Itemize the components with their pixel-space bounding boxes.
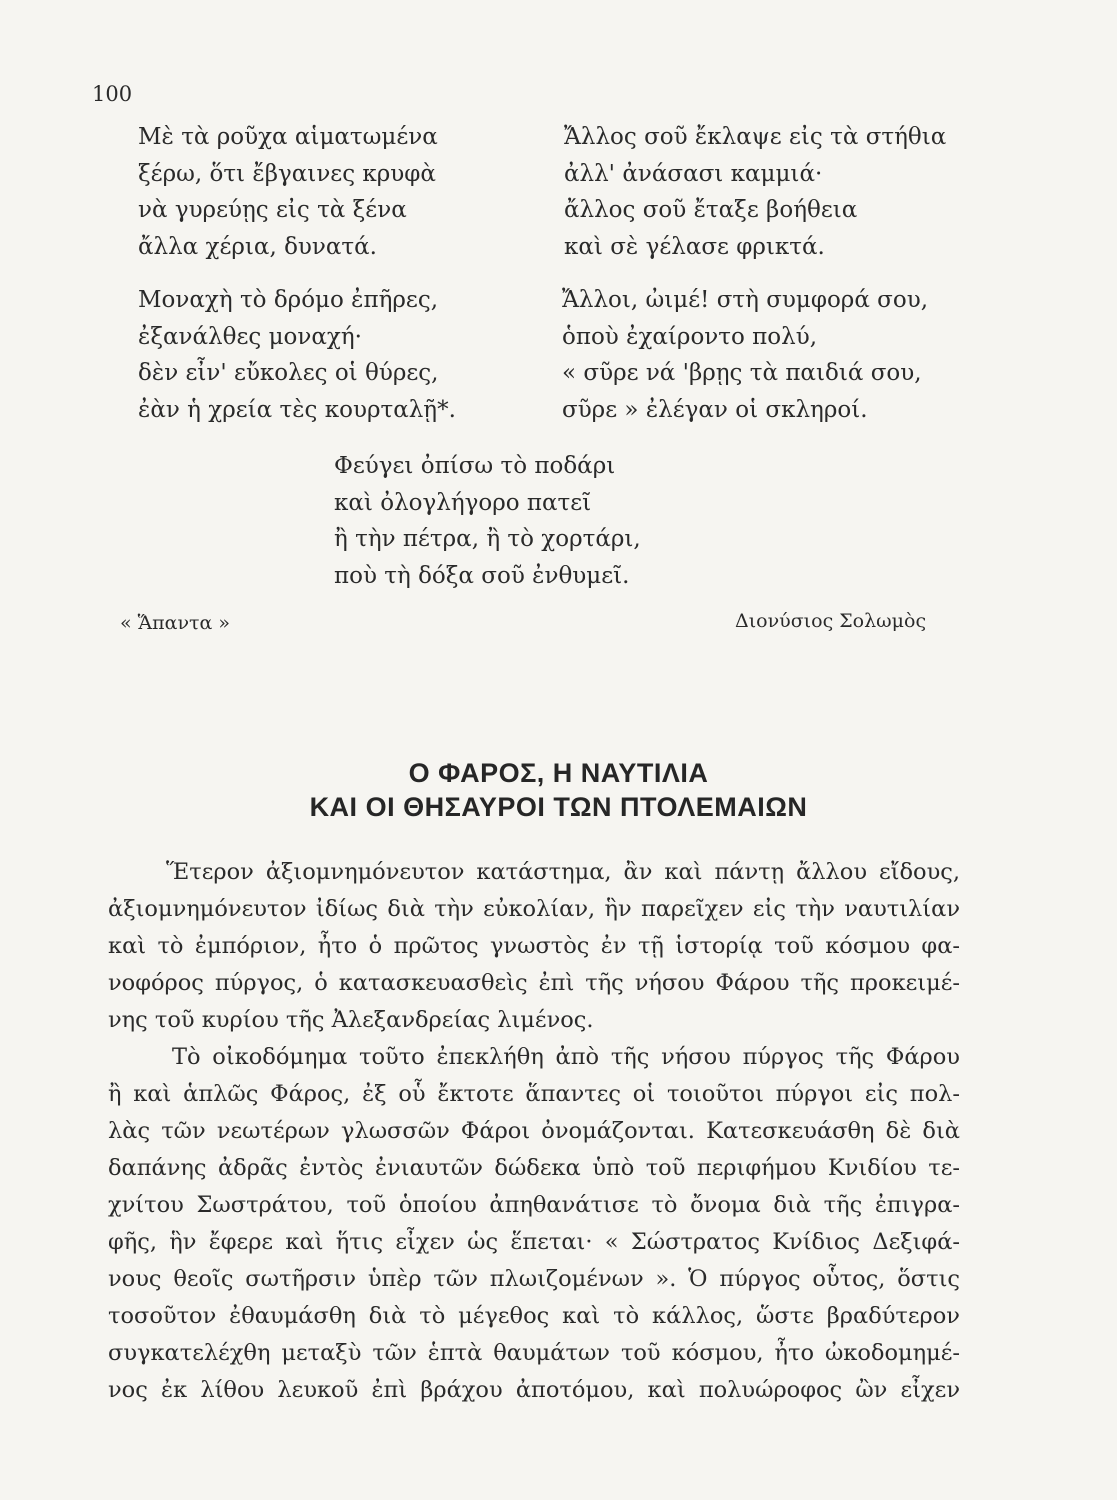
article-line: δαπάνης ἀδρᾶς ἐντὸς ἐνιαυτῶν δώδεκα ὑπὸ τοῦ περιφήμου Κνιδίου τε- (108, 1155, 960, 1181)
article-line: τοσοῦτον ἐθαυμάσθη διὰ τὸ μέγεθος καὶ τὸ κάλλος, ὥστε βραδύτερον (108, 1303, 960, 1329)
article-line: νος ἐκ λίθου λευκοῦ ἐπὶ βράχου ἀποτόμου, καὶ πολυώροφος ὢν εἶχεν (108, 1377, 960, 1403)
article-line: ἢ καὶ ἁπλῶς Φάρος, ἐξ οὗ ἔκτοτε ἅπαντες οἱ τοιοῦτοι πύργοι εἰς πολ- (108, 1081, 960, 1107)
poem-source: « Ἅπαντα » (120, 612, 231, 634)
poem-line: ξέρω, ὅτι ἔβγαινες κρυφὰ (138, 160, 436, 187)
poem-stanza-5 (334, 448, 641, 594)
poem-stanza-3 (564, 119, 946, 265)
article-line: νης τοῦ κυρίου τῆς Ἀλεξανδρείας λιμένος. (108, 1007, 594, 1033)
poem-stanza-1 (138, 119, 438, 265)
poem-line: « σῦρε νά 'βρῃς τὰ παιδιά σου, (562, 360, 922, 386)
article-title-line-2: ΚΑΙ ΟΙ ΘΗΣΑΥΡΟΙ ΤΩΝ ΠΤΟΛΕΜΑΙΩΝ (309, 792, 808, 822)
poem-line: καὶ ὀλογλήγορο πατεῖ (334, 489, 592, 516)
poem-line: ἄλλα χέρια, δυνατά. (138, 233, 377, 260)
poem-line: σῦρε » ἐλέγαν οἱ σκληροί. (562, 396, 868, 423)
page-number: 100 (92, 82, 133, 106)
poem-line: ἀλλ' ἀνάσασι καμμιά· (564, 160, 823, 187)
poem-line: καὶ σὲ γέλασε φρικτά. (564, 233, 825, 260)
poem-line: ἄλλος σοῦ ἔταξε βοήθεια (564, 197, 858, 223)
article-line: νοφόρος πύργος, ὁ κατασκευασθεὶς ἐπὶ τῆς νήσου Φάρου τῆς προκειμέ- (108, 970, 960, 996)
poem-stanza-2 (138, 282, 456, 428)
article-line: Τὸ οἰκοδόμημα τοῦτο ἐπεκλήθη ἀπὸ τῆς νήσου πύργος τῆς Φάρου (172, 1044, 960, 1070)
poem-author: Διονύσιος Σολωμὸς (735, 610, 927, 632)
poem-line: δὲν εἶν' εὔκολες οἱ θύρες, (138, 360, 439, 386)
article-line: λὰς τῶν νεωτέρων γλωσσῶν Φάροι ὀνομάζονται. Κατεσκευάσθη δὲ διὰ (108, 1118, 960, 1144)
poem-line: ἐὰν ἡ χρεία τὲς κουρταλῇ*. (138, 396, 456, 423)
poem-line: ἐξανάλθες μοναχή· (138, 323, 362, 350)
article-title-line-1: Ο ΦΑΡΟΣ, Η ΝΑΥΤΙΛΙΑ (408, 758, 709, 788)
poem-line: Μοναχὴ τὸ δρόμο ἐπῆρες, (138, 287, 439, 313)
article-line: χνίτου Σωστράτου, τοῦ ὁποίου ἀπηθανάτισε τὸ ὄνομα διὰ τῆς ἐπιγρα- (108, 1192, 960, 1218)
article-body (108, 854, 960, 1409)
poem-line: ποὺ τὴ δόξα σοῦ ἐνθυμεῖ. (334, 562, 630, 589)
poem-line: νὰ γυρεύῃς εἰς τὰ ξένα (138, 197, 407, 223)
poem-line: Μὲ τὰ ροῦχα αἱματωμένα (138, 124, 438, 150)
article-line: Ἕτερον ἀξιομνημόνευτον κατάστημα, ἂν καὶ πάντῃ ἄλλου εἴδους, (166, 859, 960, 885)
article-line: νους θεοῖς σωτῆρσιν ὑπὲρ τῶν πλωιζομένων ». Ὁ πύργος οὗτος, ὅστις (108, 1266, 960, 1292)
poem-line: ἢ τὴν πέτρα, ἢ τὸ χορτάρι, (334, 526, 641, 552)
article-line: καὶ τὸ ἐμπόριον, ἦτο ὁ πρῶτος γνωστὸς ἐν τῇ ἱστορίᾳ τοῦ κόσμου φα- (108, 933, 960, 959)
poem-line: Ἄλλοι, ὠιμέ! στὴ συμφορά σου, (562, 287, 929, 313)
poem-line: ὁποὺ ἐχαίροντο πολύ, (562, 323, 817, 350)
article-line: ἀξιομνημόνευτον ἰδίως διὰ τὴν εὐκολίαν, ἣν παρεῖχεν εἰς τὴν ναυτιλίαν (108, 896, 960, 922)
poem-stanza-4 (562, 282, 928, 428)
poem-line: Ἄλλος σοῦ ἔκλαψε εἰς τὰ στήθια (564, 124, 947, 150)
poem-line: Φεύγει ὀπίσω τὸ ποδάρι (334, 453, 616, 479)
article-line: συγκατελέχθη μεταξὺ τῶν ἑπτὰ θαυμάτων τοῦ κόσμου, ἦτο ὠκοδομημέ- (108, 1340, 960, 1366)
article-line: φῆς, ἣν ἔφερε καὶ ἥτις εἶχεν ὡς ἕπεται· « Σώστρατος Κνίδιος Δεξιφά- (108, 1229, 960, 1255)
